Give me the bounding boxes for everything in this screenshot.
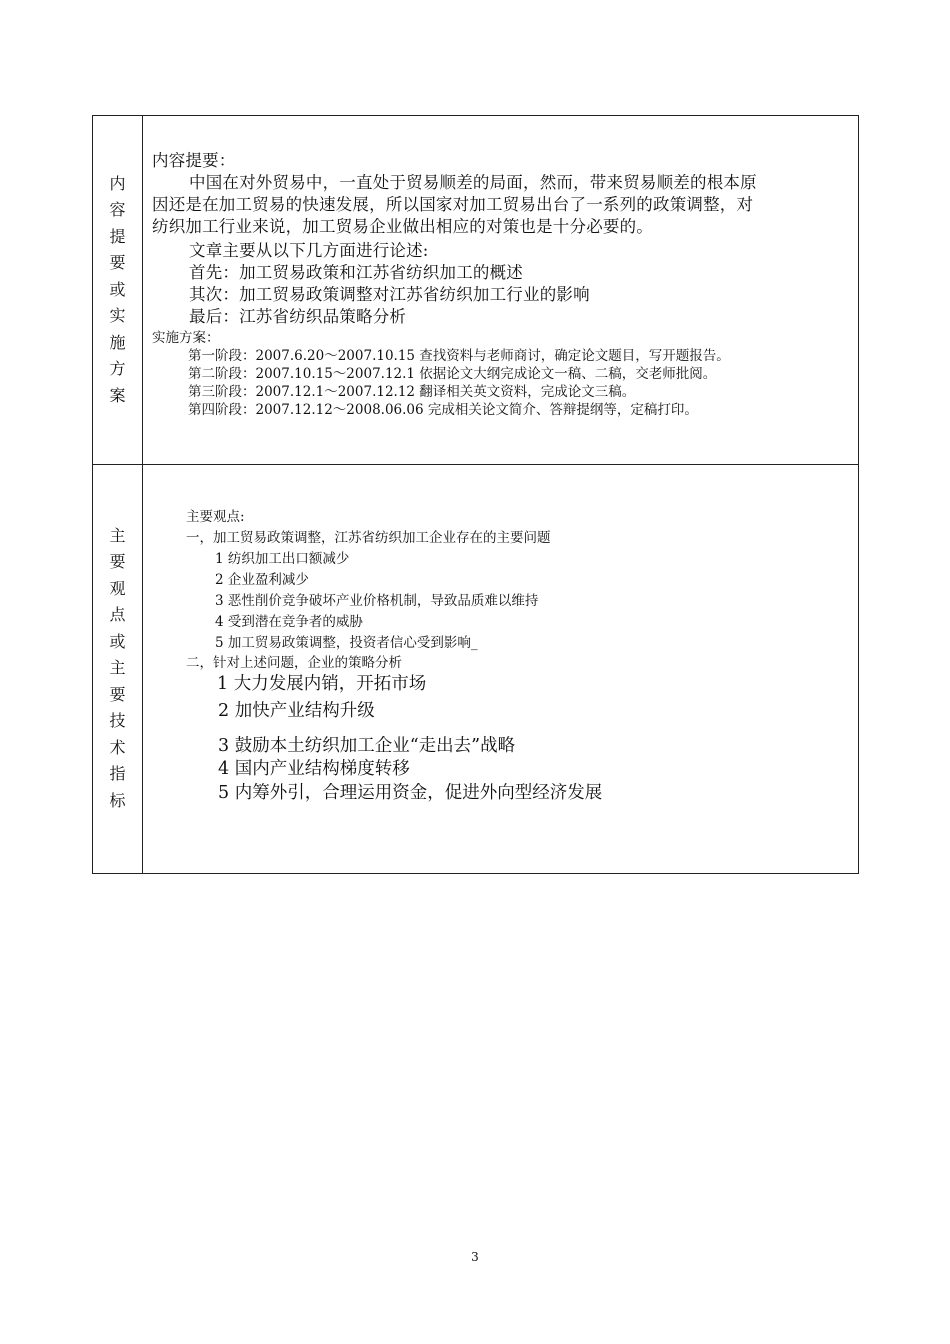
- section-title: 二，针对上述问题，企业的策略分析: [186, 655, 402, 671]
- label-char: 内: [109, 173, 126, 193]
- viewpoints-heading: 主要观点:: [186, 509, 245, 525]
- label-char: 点: [109, 605, 126, 625]
- section-title: 一，加工贸易政策调整，江苏省纺织加工企业存在的主要问题: [186, 530, 551, 546]
- strategy-item: 2 加快产业结构升级: [218, 701, 375, 721]
- outline-item: 其次：加工贸易政策调整对江苏省纺织加工行业的影响: [189, 285, 590, 304]
- label-char: 要: [109, 684, 126, 704]
- page-number: 3: [471, 1250, 479, 1264]
- outline-item: 最后：江苏省纺织品策略分析: [189, 307, 407, 326]
- plan-item: 第四阶段：2007.12.12～2008.06.06 完成相关论文简介、答辩提纲等，定稿打印。: [188, 402, 698, 418]
- label-char: 或: [109, 631, 126, 651]
- problem-item: 2 企业盈利减少: [215, 572, 309, 588]
- label-char: 案: [109, 385, 126, 405]
- strategy-item: 3 鼓励本土纺织加工企业“走出去”战略: [218, 736, 516, 756]
- label-char: 指: [109, 764, 126, 784]
- strategy-item: 1 大力发展内销，开拓市场: [217, 674, 427, 694]
- label-char: 施: [109, 332, 126, 352]
- summary-label-cell: [93, 116, 143, 464]
- viewpoints-vertical-label: [109, 523, 125, 815]
- problem-item: 1 纺织加工出口额减少: [215, 551, 350, 567]
- form-table: [92, 115, 859, 874]
- summary-line: 中国在对外贸易中，一直处于贸易顺差的局面，然而，带来贸易顺差的根本原: [189, 173, 757, 192]
- label-char: 主: [109, 525, 126, 545]
- viewpoints-content-cell: [143, 464, 858, 873]
- strategy-item: 4 国内产业结构梯度转移: [218, 759, 410, 779]
- summary-content-cell: [143, 116, 858, 464]
- label-char: 容: [109, 200, 126, 220]
- summary-row: [93, 116, 858, 465]
- label-char: 要: [109, 552, 126, 572]
- label-char: 要: [109, 253, 126, 273]
- outline-intro: 文章主要从以下几方面进行论述:: [189, 241, 429, 260]
- summary-line: 因还是在加工贸易的快速发展，所以国家对加工贸易出台了一系列的政策调整，对: [152, 195, 754, 214]
- plan-item: 第一阶段：2007.6.20～2007.10.15 查找资料与老师商讨，确定论文题目，写开题报告。: [188, 348, 730, 364]
- label-char: 标: [109, 790, 126, 810]
- plan-heading: 实施方案：: [152, 330, 220, 346]
- problem-item: 3 恶性削价竞争破坏产业价格机制，导致品质难以维持: [215, 593, 539, 609]
- label-char: 主: [109, 658, 126, 678]
- plan-item: 第二阶段：2007.10.15～2007.12.1 依据论文大纲完成论文一稿、二稿，交老师批阅。: [188, 366, 717, 382]
- label-char: 实: [109, 306, 126, 326]
- label-char: 方: [109, 359, 126, 379]
- label-char: 或: [109, 279, 126, 299]
- label-char: 技: [109, 711, 126, 731]
- label-char: 观: [109, 578, 126, 598]
- label-char: 术: [109, 737, 126, 757]
- outline-item: 首先：加工贸易政策和江苏省纺织加工的概述: [189, 263, 523, 282]
- viewpoints-label-cell: [93, 464, 143, 873]
- problem-item: 5 加工贸易政策调整，投资者信心受到影响_: [215, 635, 478, 651]
- summary-line: 纺织加工行业来说，加工贸易企业做出相应的对策也是十分必要的。: [152, 217, 653, 236]
- viewpoints-row: [93, 464, 858, 873]
- summary-heading: 内容提要：: [152, 151, 236, 170]
- strategy-item: 5 内筹外引，合理运用资金，促进外向型经济发展: [218, 783, 603, 803]
- label-char: 提: [109, 226, 126, 246]
- plan-item: 第三阶段：2007.12.1～2007.12.12 翻译相关英文资料，完成论文三稿。: [188, 384, 636, 400]
- summary-vertical-label: [109, 171, 125, 410]
- problem-item: 4 受到潜在竞争者的威胁: [215, 614, 363, 630]
